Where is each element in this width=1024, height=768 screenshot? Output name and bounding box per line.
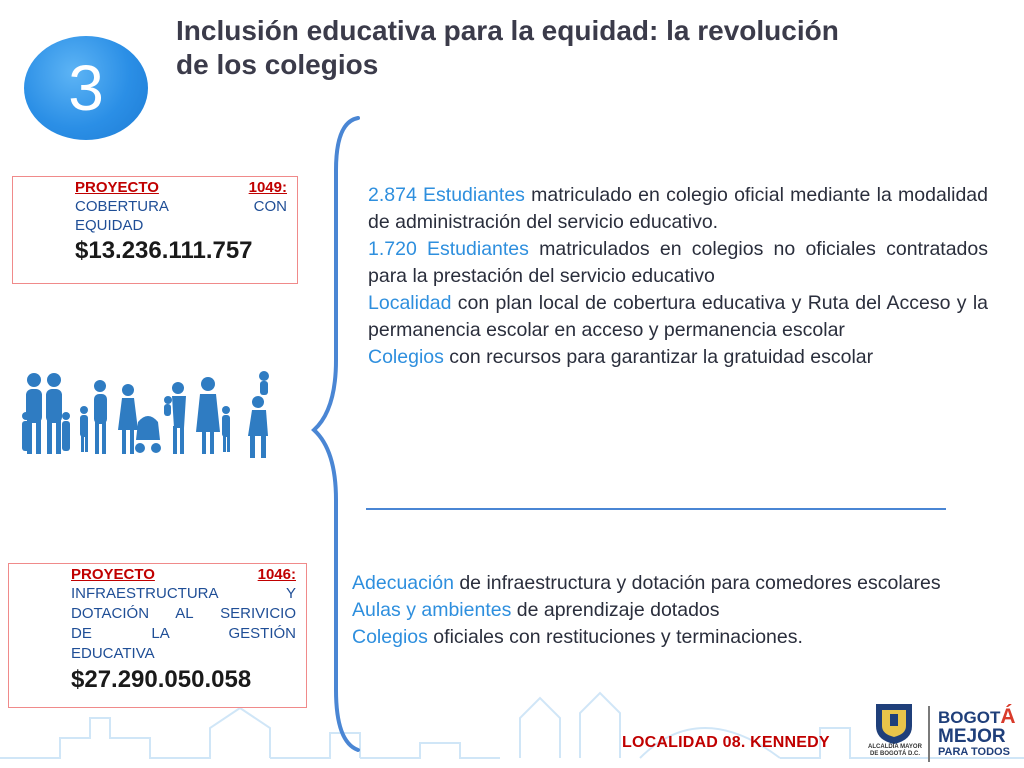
brand-line2: MEJOR bbox=[938, 726, 1006, 747]
goal-item bbox=[368, 236, 988, 290]
project-number: 1046: bbox=[257, 566, 296, 583]
section-number-badge bbox=[24, 36, 148, 140]
crest-caption: ALCALDÍA MAYOR DE BOGOTÁ D.C. bbox=[868, 744, 922, 757]
section-number: 3 bbox=[68, 52, 104, 124]
goal-highlight: 2.874 Estudiantes bbox=[368, 184, 525, 206]
project-1046-desc-line1: INFRAESTRUCTURA Y bbox=[71, 585, 296, 602]
goal-highlight: Colegios bbox=[352, 626, 428, 648]
goal-item bbox=[352, 570, 1002, 597]
brand-logo bbox=[938, 705, 1022, 758]
goal-item bbox=[368, 290, 988, 344]
page-title: Inclusión educativa para la equidad: la revolución de los colegios bbox=[176, 15, 839, 80]
goal-text: matriculados en colegios no oficiales contratados para la prestación del servicio educativo bbox=[368, 238, 988, 287]
project-1049-desc-line1: COBERTURA CON bbox=[75, 198, 287, 215]
footer-divider bbox=[928, 706, 930, 762]
project-number: 1049: bbox=[248, 179, 287, 196]
goal-text: oficiales con restituciones y terminaciones. bbox=[427, 626, 803, 648]
goals-list-1 bbox=[368, 182, 988, 371]
section-divider bbox=[366, 508, 946, 510]
goal-text: con recursos para garantizar la gratuidad escolar bbox=[443, 346, 874, 368]
brand-word: BOGOT bbox=[938, 708, 1001, 727]
family-icon bbox=[18, 370, 288, 466]
goal-item bbox=[352, 597, 1002, 624]
project-1049-amount: $13.236.111.757 bbox=[75, 237, 253, 264]
project-1046-amount: $27.290.050.058 bbox=[71, 666, 252, 693]
project-1046-header bbox=[71, 566, 296, 584]
goal-text: con plan local de cobertura educativa y Ruta del Acceso y la permanencia escolar en acceso y permanencia escolar bbox=[368, 292, 988, 341]
curly-brace-icon bbox=[300, 110, 370, 760]
goal-highlight: Aulas y ambientes bbox=[352, 599, 512, 621]
brand-line1 bbox=[938, 705, 1022, 728]
project-label: PROYECTO bbox=[75, 179, 159, 196]
goal-text: matriculado en colegio oficial mediante la modalidad de administración del servicio educativo. bbox=[368, 184, 988, 233]
project-1049-header bbox=[75, 179, 287, 197]
goal-text: de infraestructura y dotación para comedores escolares bbox=[453, 572, 941, 594]
brand-accent: Á bbox=[1000, 705, 1016, 728]
project-1046-desc-line3: DE LA GESTIÓN bbox=[71, 625, 296, 642]
project-1046-box bbox=[8, 563, 307, 708]
project-1049-desc-line2: EQUIDAD bbox=[75, 217, 144, 234]
goal-highlight: 1.720 Estudiantes bbox=[368, 238, 529, 260]
goal-highlight: Adecuación bbox=[352, 572, 454, 594]
goal-highlight: Colegios bbox=[368, 346, 444, 368]
goal-item bbox=[368, 182, 988, 236]
locality-label: LOCALIDAD 08. KENNEDY bbox=[622, 734, 830, 751]
goals-list-2 bbox=[352, 570, 1002, 651]
goal-highlight: Localidad bbox=[368, 292, 452, 314]
goal-text: de aprendizaje dotados bbox=[511, 599, 720, 621]
project-1049-box bbox=[12, 176, 298, 284]
brand-line3: PARA TODOS bbox=[938, 746, 1010, 758]
goal-item bbox=[368, 344, 988, 371]
goal-item bbox=[352, 624, 1002, 651]
project-1046-desc-line4: EDUCATIVA bbox=[71, 645, 155, 662]
project-label: PROYECTO bbox=[71, 566, 155, 583]
project-1046-desc-line2: DOTACIÓN AL SERIVICIO bbox=[71, 605, 296, 622]
